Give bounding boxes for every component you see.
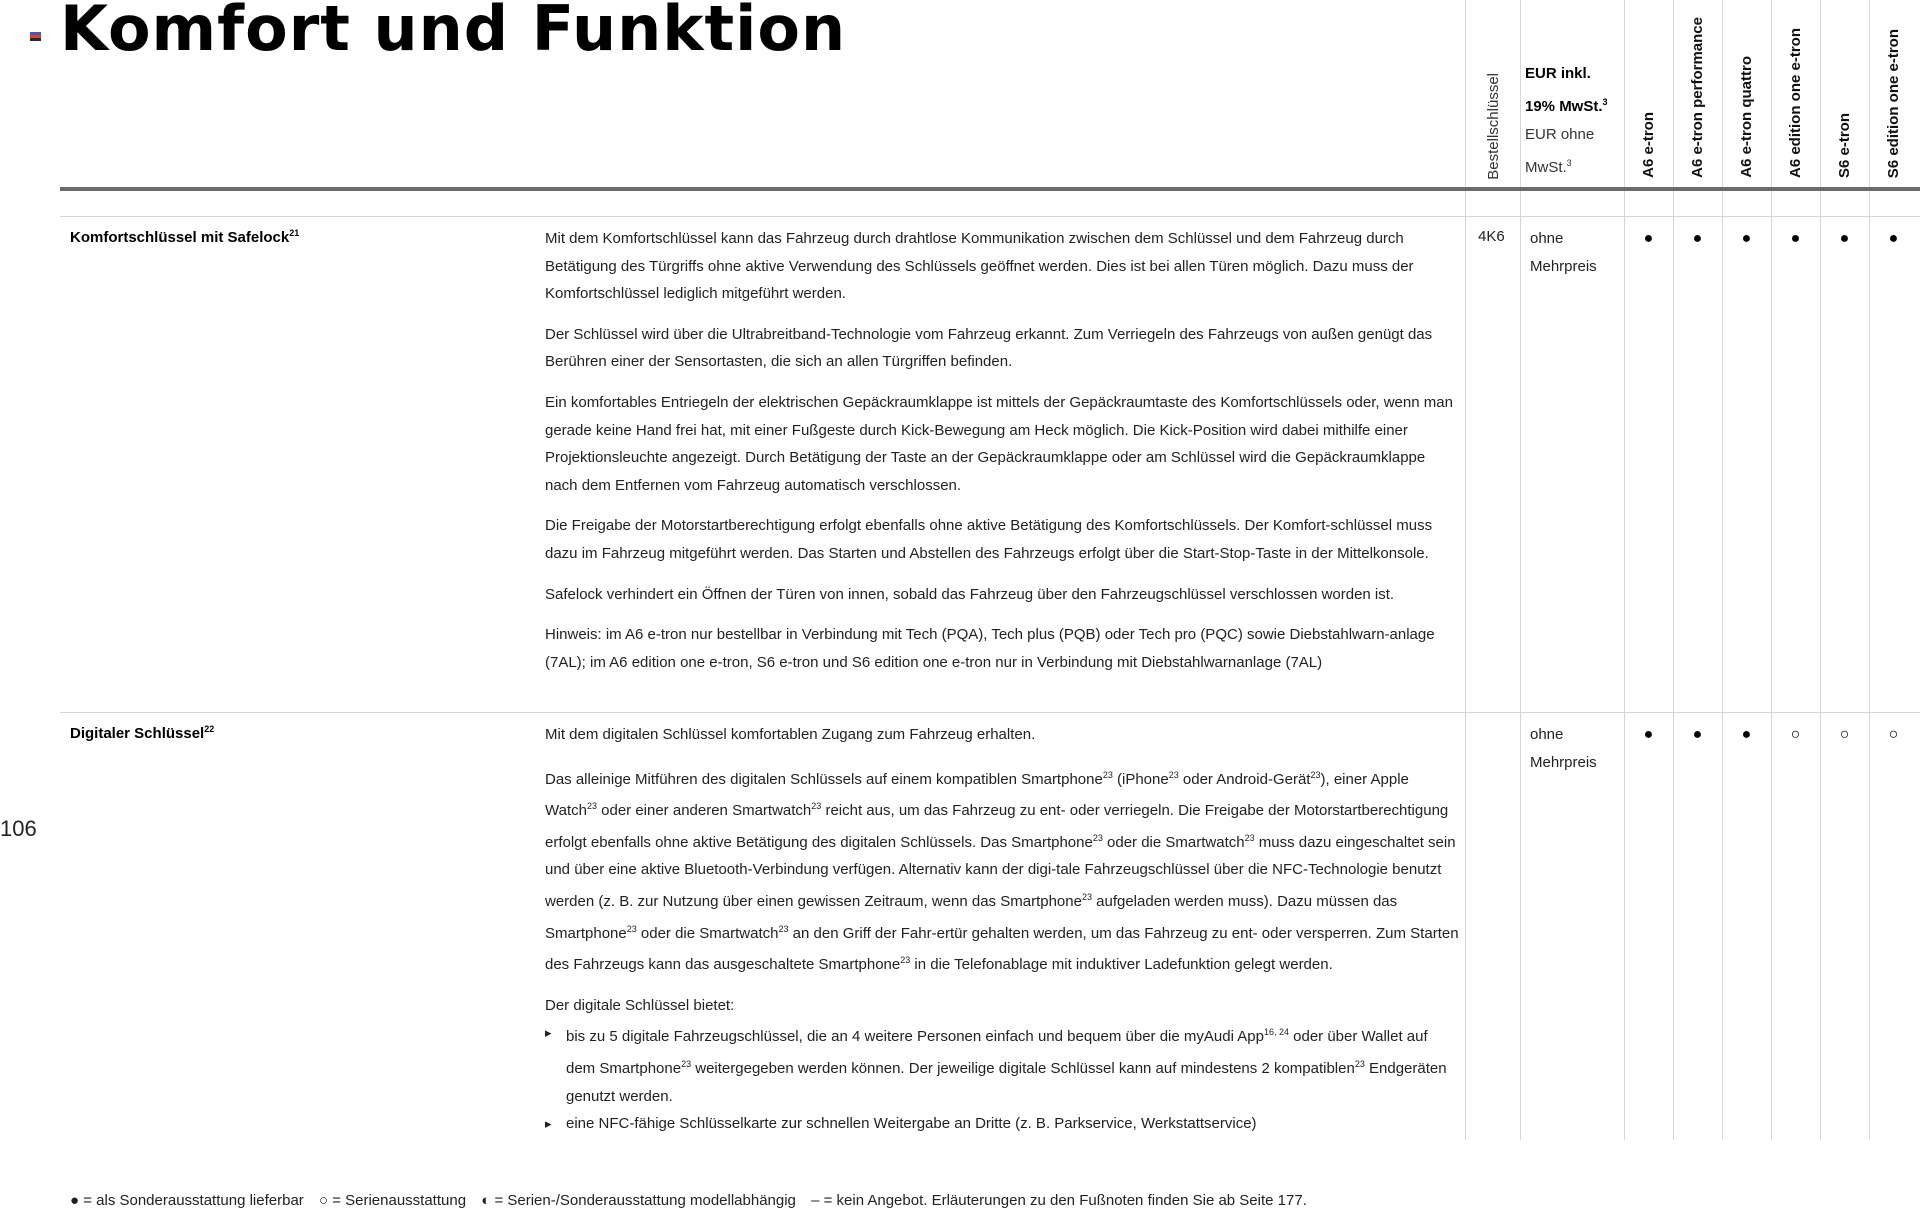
offers-heading: Der digitale Schlüssel bietet: bbox=[545, 996, 735, 1014]
legend-model-dependent: ◐ = Serien-/Sonderausstattung modellabhängig bbox=[481, 1192, 796, 1209]
column-divider bbox=[1520, 0, 1521, 1140]
footnote-ref: 23 bbox=[778, 923, 789, 934]
price-line: ohne bbox=[1530, 726, 1564, 743]
description-paragraph: Hinweis: im A6 e-tron nur bestellbar in Verbindung mit Tech (PQA), Tech plus (PQB) oder Tech pro (PQC) sowie Diebstahlwarn-anlage (7AL); im A6 edition one e-tron, S6 e-tron und S6 edition one e-tron nur in Verbindung mit Diebstahlwarnanlage (7AL) bbox=[545, 626, 1435, 671]
text-run: bis zu 5 digitale Fahrzeugschlüssel, die an 4 weitere Personen einfach und bequem über die myAudi App bbox=[566, 1028, 1264, 1046]
footnote-ref: 23 bbox=[1092, 832, 1103, 843]
flag-stripe bbox=[30, 38, 41, 41]
feature-name bbox=[70, 228, 299, 246]
text-run: reicht aus, um das Fahrzeug zu ent- oder verriegeln. Die Freigabe der Motorstartberechtigung erfolgt ebenfalls ohne aktive Betätigung des digitalen Schlüssels. Das Smartphone bbox=[545, 802, 1449, 851]
availability-mark: ● bbox=[1643, 230, 1654, 247]
text-run: an den Griff der Fahr-ertür gehalten werden, um das Fahrzeug zu ent- oder versperren. Zum Starten des Fahrzeugs kann das ausgeschaltete Smartphone bbox=[545, 924, 1459, 974]
description-paragraph: Ein komfortables Entriegeln der elektrischen Gepäckraumklappe ist mittels der Gepäckraumtaste des Komfortschlüssels oder, wenn man gerade keine Hand frei hat, mit einer Fußgeste durch Kick-Bewegung am Heck möglich. Die Kick-Position wird dabei mithilfe einer Projektionsleuchte angezeigt. Durch Betätigung der Taste an der Gepäckraumklappe oder am Schlüssel wird die Gepäckraumklappe nach dem Entfernen vom Fahrzeug automatisch verschlossen. bbox=[545, 393, 1453, 494]
list-item: ▸ eine NFC-fähige Schlüsselkarte zur schnellen Weitergabe an Dritte (z. B. Parkservice, Werkstattservice) bbox=[545, 1110, 1460, 1138]
text-run: ), einer Apple Watch bbox=[545, 770, 1409, 820]
price-excl-line2: MwSt. bbox=[1525, 159, 1567, 176]
feature-description bbox=[545, 721, 1460, 1138]
availability-mark: ● bbox=[1643, 726, 1654, 743]
price-incl-vat-header bbox=[1525, 60, 1625, 88]
order-code-header bbox=[1466, 60, 1520, 180]
footnote-ref: 23 bbox=[1168, 769, 1179, 780]
text-run: oder Android-Gerät bbox=[1178, 770, 1311, 788]
availability-mark: ● bbox=[1741, 726, 1752, 743]
text-run: in die Telefonablage mit induktiver Ladefunktion gelegt werden. bbox=[910, 956, 1333, 974]
text-run: oder die Smartwatch bbox=[636, 924, 779, 942]
model-column-header bbox=[1624, 0, 1673, 180]
footnote-ref: 23 bbox=[1102, 769, 1113, 780]
price-excl-line1: EUR ohne bbox=[1525, 126, 1595, 143]
model-column-header bbox=[1673, 0, 1722, 180]
price-incl-vat-header bbox=[1525, 88, 1625, 121]
offers-list bbox=[545, 1019, 1460, 1137]
availability-mark: ● bbox=[1692, 726, 1703, 743]
footnote-ref: 23 bbox=[586, 801, 597, 812]
description-paragraph: Mit dem digitalen Schlüssel komfortablen Zugang zum Fahrzeug erhalten. bbox=[545, 726, 1036, 743]
price-header bbox=[1525, 60, 1625, 182]
feature-name-text: Komfortschlüssel mit Safelock bbox=[70, 229, 290, 246]
legend-standard: ○ = Serienausstattung bbox=[318, 1192, 467, 1209]
text-run: Das alleinige Mitführen des digitalen Schlüssels auf einem kompatiblen Smartphone bbox=[545, 770, 1103, 788]
text-run: oder einer anderen Smartwatch bbox=[596, 802, 812, 820]
description-paragraph: Safelock verhindert ein Öffnen der Türen von innen, sobald das Fahrzeug über den Fahrzeugschlüssel verschlossen worden ist. bbox=[545, 585, 1395, 603]
availability-mark: ● bbox=[1741, 230, 1752, 247]
model-name: A6 e-tron performance bbox=[1689, 17, 1706, 178]
availability-mark: ● bbox=[1790, 230, 1801, 247]
price-excl-vat-header bbox=[1525, 149, 1625, 182]
footnote-ref: 23 bbox=[900, 955, 911, 966]
price-incl-line2: 19% MwSt. bbox=[1525, 98, 1603, 115]
row-divider bbox=[60, 712, 1920, 713]
description-paragraph: Die Freigabe der Motorstartberechtigung erfolgt ebenfalls ohne aktive Betätigung des Komfortschlüssels. Der Komfort-schlüssel muss dazu im Fahrzeug mitgeführt werden. Das Starten und Abstellen des Fahrzeugs erfolgt über die Start-Stop-Taste in der Mittelkonsole. bbox=[545, 517, 1433, 562]
text-run: (iPhone bbox=[1112, 770, 1169, 788]
availability-mark: ○ bbox=[1888, 726, 1899, 743]
availability-mark: ○ bbox=[1790, 726, 1801, 743]
availability-mark: ● bbox=[1888, 230, 1899, 247]
feature-description bbox=[545, 225, 1460, 689]
footnote-ref: 21 bbox=[289, 228, 300, 238]
footnote-ref: 23 bbox=[1244, 832, 1255, 843]
price-cell bbox=[1530, 225, 1625, 280]
price-incl-line1: EUR inkl. bbox=[1525, 65, 1591, 82]
order-code-header-label: Bestellschlüssel bbox=[1484, 73, 1502, 180]
footnote-ref: 22 bbox=[204, 724, 215, 734]
header-rule bbox=[60, 187, 1920, 191]
model-column-header bbox=[1722, 0, 1771, 180]
text-run: oder über Wallet auf dem Smartphone bbox=[566, 1028, 1428, 1077]
footnote-ref: 16, 24 bbox=[1263, 1027, 1289, 1038]
model-name: S6 edition one e-tron bbox=[1885, 28, 1902, 178]
language-flag-icon bbox=[30, 32, 41, 41]
availability-mark: ● bbox=[1692, 230, 1703, 247]
model-name: S6 e-tron bbox=[1836, 112, 1853, 178]
page-number: 106 bbox=[0, 816, 37, 841]
footnote-ref: 3 bbox=[1566, 158, 1572, 168]
footnote-ref: 23 bbox=[626, 923, 637, 934]
legend-none: – = kein Angebot. Erläuterungen zu den Fußnoten finden Sie ab Seite 177. bbox=[811, 1192, 1307, 1209]
footnote-ref: 23 bbox=[811, 801, 822, 812]
availability-mark: ● bbox=[1839, 230, 1850, 247]
footnote-ref: 23 bbox=[1354, 1058, 1365, 1069]
price-line: ohne bbox=[1530, 230, 1564, 247]
row-divider bbox=[60, 216, 1920, 217]
order-code: 4K6 bbox=[1478, 228, 1505, 245]
footnote-ref: 23 bbox=[1310, 769, 1321, 780]
feature-name bbox=[70, 724, 214, 742]
text-run: Endgeräten genutzt werden. bbox=[566, 1059, 1447, 1105]
legend-optional: ● = als Sonderausstattung lieferbar bbox=[70, 1192, 304, 1209]
text-run: aufgeladen werden muss). Dazu müssen das Smartphone bbox=[545, 892, 1398, 942]
feature-name-text: Digitaler Schlüssel bbox=[70, 725, 205, 742]
text-run: weitergegeben werden können. Der jeweilige digitale Schlüssel kann auf mindestens 2 kompatiblen bbox=[691, 1059, 1355, 1077]
text-run: oder die Smartwatch bbox=[1102, 833, 1245, 851]
list-item bbox=[545, 1019, 1460, 1110]
footnote-ref: 23 bbox=[681, 1058, 692, 1069]
availability-mark: ○ bbox=[1839, 726, 1850, 743]
text-run: muss dazu eingeschaltet sein und über eine aktive Bluetooth-Verbindung verfügen. Alternativ kann der digi-tale Fahrzeugschlüssel über die NFC-Technologie benutzt werden (z. B. zur Nutzung über einen gewissen Zeitraum, wenn das Smartphone bbox=[545, 833, 1456, 910]
model-column-header bbox=[1869, 0, 1918, 180]
model-name: A6 e-tron quattro bbox=[1738, 56, 1755, 178]
footnote-ref: 23 bbox=[1081, 891, 1092, 902]
model-name: A6 e-tron bbox=[1640, 112, 1657, 178]
price-line: Mehrpreis bbox=[1530, 753, 1597, 771]
model-name: A6 edition one e-tron bbox=[1787, 28, 1804, 178]
description-paragraph: Mit dem Komfortschlüssel kann das Fahrzeug durch drahtlose Kommunikation zwischen dem Schlüssel und dem Fahrzeug durch Betätigung des Türgriffs ohne aktive Verwendung des Schlüssels geöffnet werden. Dies ist bei allen Türen möglich. Dazu muss der Komfortschlüssel lediglich mitgeführt werden. bbox=[545, 230, 1414, 303]
footnote-ref: 3 bbox=[1602, 97, 1608, 107]
page-title: Komfort und Funktion bbox=[60, 0, 847, 65]
model-column-header bbox=[1771, 0, 1820, 180]
description-paragraph: Der Schlüssel wird über die Ultrabreitband-Technologie vom Fahrzeug erkannt. Zum Verriegeln des Fahrzeugs von außen genügt das Berühren einer der Sensortasten, die sich an allen Türgriffen befinden. bbox=[545, 325, 1433, 371]
model-column-header bbox=[1820, 0, 1869, 180]
price-line: Mehrpreis bbox=[1530, 257, 1597, 275]
price-cell bbox=[1530, 721, 1625, 776]
price-excl-vat-header bbox=[1525, 121, 1625, 149]
description-paragraph bbox=[545, 762, 1460, 979]
legend bbox=[70, 1192, 1318, 1209]
